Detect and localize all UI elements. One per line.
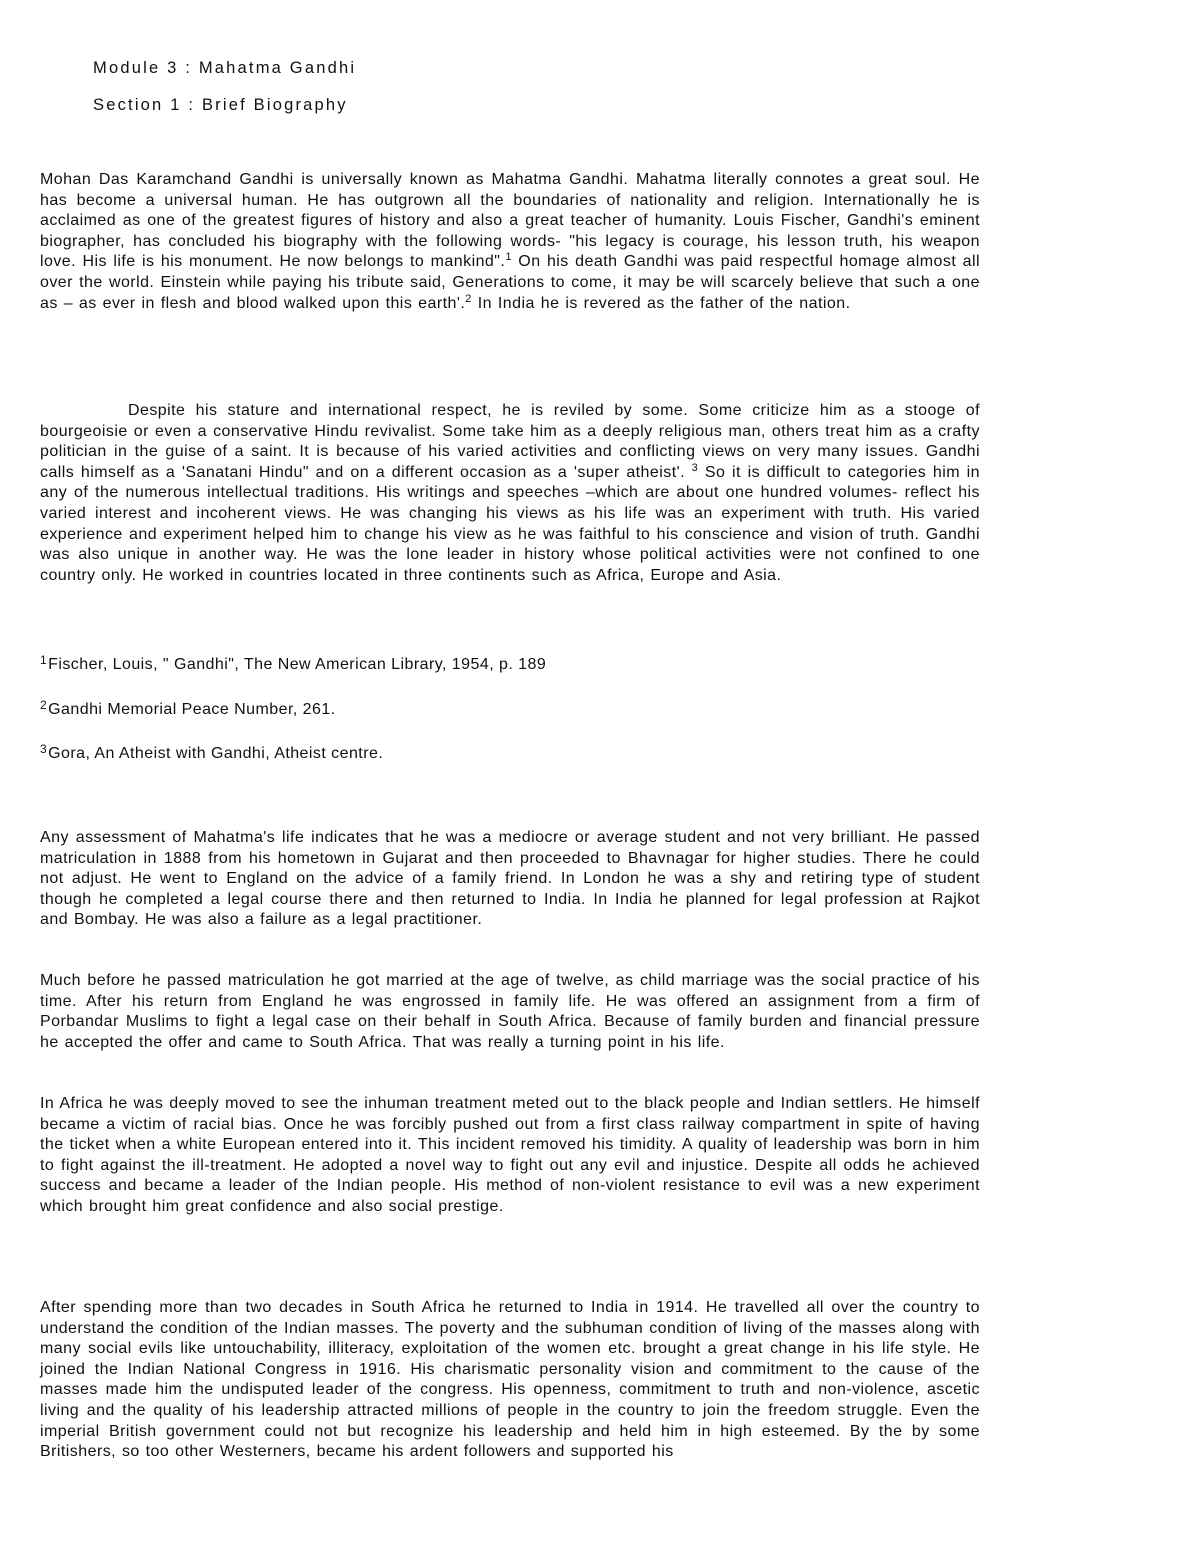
paragraph-education: Any assessment of Mahatma's life indicates that he was a mediocre or average student and not very brilliant. He passed matriculation in 1888 from his hometown in Gujarat and then proceeded to Bhavnagar for higher studies. There he could not adjust. He went to England on the advice of a family friend. In London he was a shy and retiring type of student though he completed a legal course there and then returned to India. In India he planned for legal profession at Rajkot and Bombay. He was also a failure as a legal practitioner.	[40, 829, 980, 929]
footnote-ref-3: 3	[691, 461, 699, 474]
footnote-text: Gora, An Atheist with Gandhi, Atheist centre.	[48, 745, 384, 762]
footnote-1	[40, 653, 547, 674]
text-run: So it is difficult to categories him in any of the numerous intellectual traditions. His writings and speeches –which are about one hundred volumes- reflect his varied interest and incoherent views. He was changing his views as his life was an experiment with truth. His varied experience and experiment helped him to change his view as he was faithful to his conscience and vision of truth. Gandhi was also unique in another way. He was the lone leader in history whose political activities were not confined to one country only. He worked in countries located in three continents such as Africa, Europe and Asia.	[40, 463, 980, 584]
text-run: Mohan Das Karamchand Gandhi is universally known as Mahatma Gandhi. Mahatma literally connotes a great soul. He has become a universal human. He has outgrown all the boundaries of nationality and religion. Internationally he is acclaimed as one of the greatest figures of history and also a great teacher of humanity. Louis Fischer, Gandhi's eminent biographer, has concluded his biography with the following words- "his legacy is courage, his lesson truth, his weapon love. His life is his monument. He now belongs to mankind".	[40, 171, 980, 271]
text-run: In India he is revered as the father of the nation.	[471, 294, 851, 312]
paragraph-marriage: Much before he passed matriculation he got married at the age of twelve, as child marriage was the social practice of his time. After his return from England he was engrossed in family life. He was offered an assignment from a firm of Porbandar Muslims to fight a legal case on their behalf in South Africa. Because of family burden and financial pressure he accepted the offer and came to South Africa. That was really a turning point in his life.	[40, 972, 980, 1051]
section-title: Section 1 : Brief Biography	[93, 96, 348, 114]
footnote-text: Gandhi Memorial Peace Number, 261.	[48, 701, 336, 718]
text-run: On his death Gandhi was paid respectful homage almost all over the world. Einstein while paying his tribute said, Generations to come, it may be will scarcely believe that such a one as – as ever in flesh and blood walked upon this earth'.	[40, 253, 980, 312]
footnote-text: Fischer, Louis, " Gandhi", The New American Library, 1954, p. 189	[48, 656, 547, 673]
paragraph-africa: In Africa he was deeply moved to see the inhuman treatment meted out to the black people and Indian settlers. He himself became a victim of racial bias. Once he was forcibly pushed out from a first class railway compartment in spite of having the ticket when a white European entered into it. This incident removed his timidity. A quality of leadership was born in him to fight against the ill-treatment. He adopted a novel way to fight out any evil and injustice. Despite all odds he achieved success and became a leader of the Indian people. His method of non-violent resistance to evil was a new experiment which brought him great confidence and also social prestige.	[40, 1095, 980, 1215]
footnote-2	[40, 698, 336, 719]
paragraph-criticism	[40, 401, 980, 586]
footnote-3	[40, 742, 384, 763]
footnote-ref-1: 1	[505, 251, 512, 264]
paragraph-return-india: After spending more than two decades in South Africa he returned to India in 1914. He travelled all over the country to understand the condition of the Indian masses. The poverty and the subhuman condition of living of the masses along with many social evils like untouchability, illiteracy, exploitation of the women etc. brought a great change in his life style. He joined the Indian National Congress in 1916. His charismatic personality vision and commitment to the cause of the masses made him the undisputed leader of the congress. His openness, commitment to truth and non-violence, ascetic living and the quality of his leadership attracted millions of people in the country to join the freedom struggle. Even the imperial British government could not but recognize his leadership and held him in high esteemed. By the by some Britishers, so too other Westerners, became his ardent followers and supported his	[40, 1299, 980, 1461]
footnote-mark: 2	[40, 698, 48, 712]
footnote-ref-2: 2	[465, 292, 472, 305]
footnote-mark: 3	[40, 742, 48, 756]
text-run: Despite his stature and international respect, he is reviled by some. Some criticize him as a stooge of bourgeoisie or even a conservative Hindu revivalist. Some take him as a deeply religious man, others treat him as a crafty politician in the guise of a saint. It is because of his varied activities and conflicting views on very many issues. Gandhi calls himself as a 'Sanatani Hindu" and on a different occasion as a 'super atheist'.	[40, 402, 980, 481]
module-title: Module 3 : Mahatma Gandhi	[93, 59, 357, 77]
footnote-mark: 1	[40, 653, 48, 667]
paragraph-introduction	[40, 170, 980, 314]
